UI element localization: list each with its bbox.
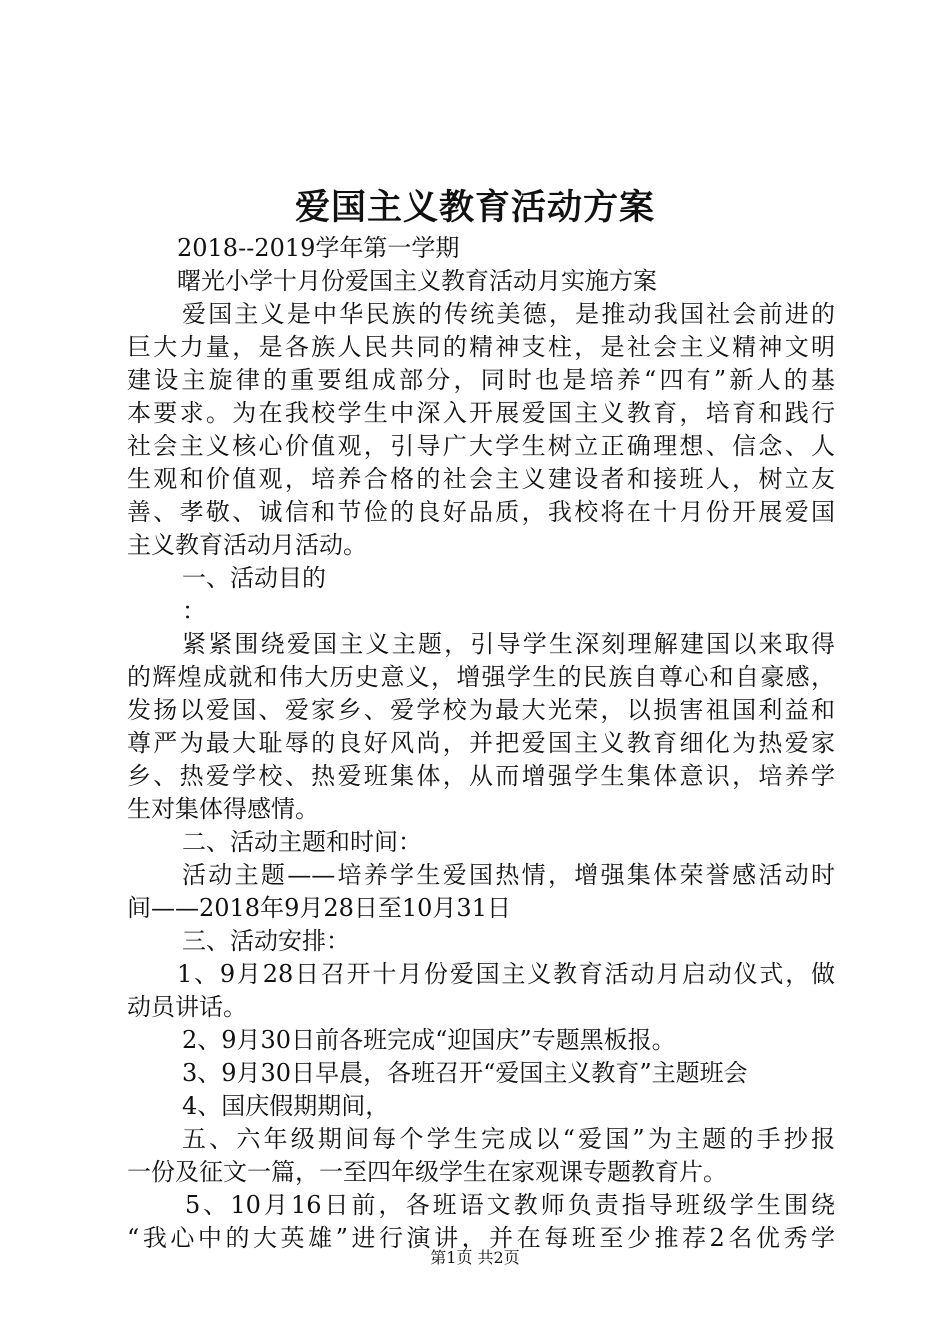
- intro-paragraph-line: 主义教育活动月活动。: [127, 531, 367, 559]
- semester-line: 2018--2019学年第一学期: [177, 234, 460, 262]
- purpose-paragraph-line: 生对集体得感情。: [127, 795, 319, 823]
- purpose-paragraph-line: 发扬以爱国、爱家乡、爱学校为最大光荣，以损害祖国利益和: [127, 696, 835, 724]
- purpose-paragraph-line: 乡、热爱学校、热爱班集体，从而增强学生集体意识，培养学: [127, 762, 835, 790]
- theme-paragraph-line: 间——2018年9月28日至10月31日: [127, 894, 511, 922]
- arrangement-item-line: 5、10月16日前，各班语文教师负责指导班级学生围绕: [185, 1191, 835, 1219]
- arrangement-item-line: 五、六年级期间每个学生完成以“爱国”为主题的手抄报: [182, 1125, 835, 1153]
- intro-paragraph-line: 善、孝敬、诚信和节俭的良好品质，我校将在十月份开展爱国: [127, 498, 835, 526]
- arrangement-item-line: 一份及征文一篇，一至四年级学生在家观课专题教育片。: [127, 1158, 727, 1186]
- arrangement-item-line: 1、9月28日召开十月份爱国主义教育活动月启动仪式，做: [177, 960, 835, 988]
- theme-paragraph-line: 活动主题——培养学生爱国热情，增强集体荣誉感活动时: [182, 861, 835, 889]
- section-heading-theme: 二、活动主题和时间：: [182, 828, 422, 856]
- colon-line: ：: [182, 597, 206, 625]
- intro-paragraph-line: 巨大力量，是各族人民共同的精神支柱，是社会主义精神文明: [127, 333, 835, 361]
- document-title: 爱国主义教育活动方案: [294, 188, 655, 228]
- purpose-paragraph-line: 紧紧围绕爱国主义主题，引导学生深刻理解建国以来取得: [182, 630, 835, 658]
- purpose-paragraph-line: 的辉煌成就和伟大历史意义，增强学生的民族自尊心和自豪感，: [127, 663, 835, 691]
- arrangement-item-line: “我心中的大英雄”进行演讲，并在每班至少推荐2名优秀学: [127, 1224, 835, 1252]
- arrangement-item-line: 4、国庆假期期间，: [182, 1092, 390, 1120]
- section-heading-arrangement: 三、活动安排：: [182, 927, 350, 955]
- page-footer: 第1页 共2页: [430, 1248, 520, 1267]
- intro-paragraph-line: 本要求。为在我校学生中深入开展爱国主义教育，培育和践行: [127, 399, 835, 427]
- purpose-paragraph-line: 尊严为最大耻辱的良好风尚，并把爱国主义教育细化为热爱家: [127, 729, 835, 757]
- intro-paragraph-line: 社会主义核心价值观，引导广大学生树立正确理想、信念、人: [127, 432, 835, 460]
- intro-paragraph-line: 生观和价值观，培养合格的社会主义建设者和接班人，树立友: [127, 465, 835, 493]
- arrangement-item-line: 3、9月30日早晨，各班召开“爱国主义教育”主题班会: [182, 1059, 748, 1087]
- plan-subtitle: 曙光小学十月份爱国主义教育活动月实施方案: [177, 267, 657, 295]
- arrangement-item-line: 动员讲话。: [127, 993, 247, 1021]
- intro-paragraph-line: 爱国主义是中华民族的传统美德，是推动我国社会前进的: [182, 300, 835, 328]
- document-body: [127, 232, 835, 1255]
- intro-paragraph-line: 建设主旋律的重要组成部分，同时也是培养“四有”新人的基: [127, 366, 835, 394]
- arrangement-item-line: 2、9月30日前各班完成“迎国庆”专题黑板报。: [182, 1026, 676, 1054]
- section-heading-purpose: 一、活动目的: [182, 564, 326, 592]
